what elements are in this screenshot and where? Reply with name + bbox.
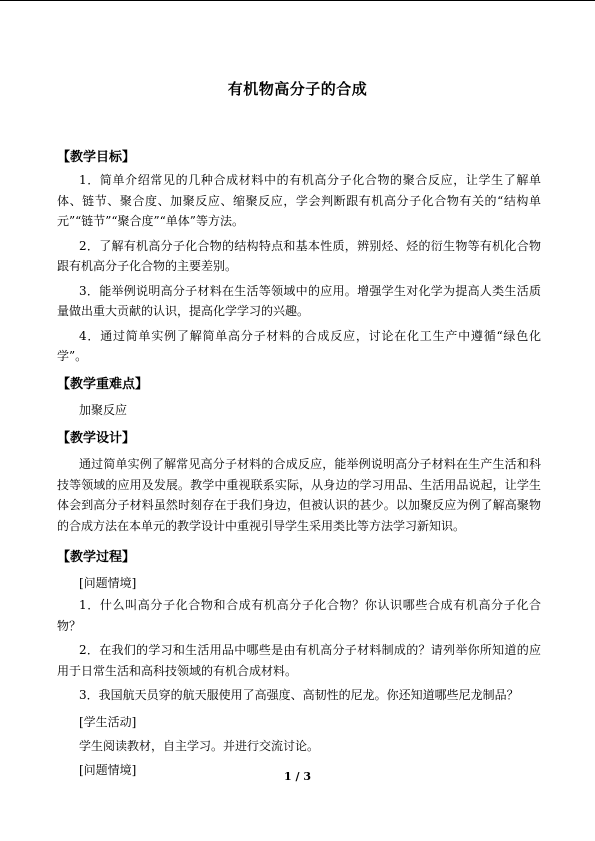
design-body	[57, 454, 541, 540]
page-number: 1 / 3	[284, 770, 311, 783]
objective-paragraph: 2．了解有机高分子化合物的结构特点和基本性质，辨别烃、烃的衍生物等有机化合物跟有机高分子化合物的主要差别。	[57, 238, 541, 273]
design-paragraph: 通过简单实例了解常见高分子材料的合成反应，能举例说明高分子材料在生产生活和科技等领域的应用及发展。教学中重视联系实际，从身边的学习用品、生活用品说起，让学生体会到高分子材料虽然时刻存在于我们身边，但被认识的甚少。以加聚反应为例了解高聚物的合成方法在本单元的教学设计中重视引导学生采用类比等方法学习新知识。	[57, 457, 541, 533]
process-label: [问题情境]	[79, 762, 137, 777]
section-heading-design: 【教学设计】	[57, 431, 136, 446]
process-question: 1．什么叫高分子化合物和合成有机高分子化合物？你认识哪些合成有机高分子化合物？	[57, 598, 541, 633]
process-activity-text: 学生阅读教材，自主学习。并进行交流讨论。	[79, 738, 320, 753]
process-label: [问题情境]	[79, 576, 137, 590]
section-heading-key-points: 【教学重难点】	[57, 377, 149, 392]
section-heading-objectives: 【教学目标】	[57, 150, 136, 165]
objective-paragraph: 3．能举例说明高分子材料在生活等领域中的应用。增强学生对化学为提高人类生活质量做出重大贡献的认识，提高化学学习的兴趣。	[57, 283, 541, 318]
objectives-body	[57, 170, 541, 371]
objective-paragraph: 1．简单介绍常见的几种合成材料中的有机高分子化合物的聚合反应，让学生了解单体、链节、聚合度、加聚反应、缩聚反应，学会判断跟有机高分子化合物有关的“结构单元”“链节”“聚合度”“单体”等方法。	[57, 173, 541, 228]
process-question: 2．在我们的学习和生活用品中哪些是由有机高分子材料制成的？请列举你所知道的应用于日常生活和高科技领域的有机合成材料。	[57, 643, 541, 678]
section-heading-process: 【教学过程】	[57, 550, 136, 565]
process-question: 3．我国航天员穿的航天服使用了高强度、高韧性的尼龙。你还知道哪些尼龙制品？	[79, 688, 519, 702]
page-title: 有机物高分子的合成	[227, 80, 368, 98]
key-points-body	[57, 398, 541, 422]
top-rule	[0, 0, 595, 1]
key-point-text: 加聚反应	[79, 403, 128, 417]
objective-paragraph: 4．通过简单实例了解简单高分子材料的合成反应，讨论在化工生产中遵循“绿色化学”。	[57, 328, 541, 363]
process-label: [学生活动]	[79, 714, 137, 729]
process-body	[57, 571, 541, 782]
